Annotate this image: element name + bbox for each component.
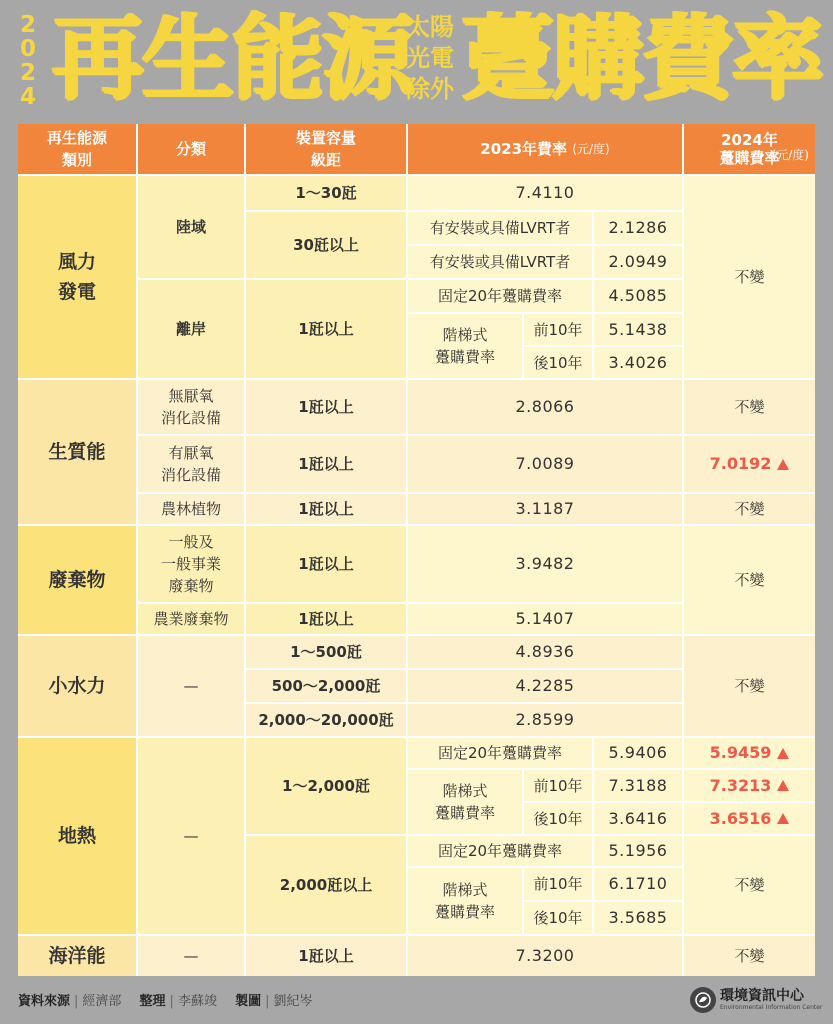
geo-a-fixed20-rate: 5.9406 (594, 738, 682, 768)
biomass-rate-2: 7.0089 (408, 436, 682, 492)
biomass-2024-new-rate: 7.0192 (709, 454, 772, 473)
wind-last10-rate: 3.4026 (594, 347, 682, 378)
hydro-dash: — (138, 636, 244, 736)
wind-rate-1-30: 7.4110 (408, 176, 682, 210)
increase-arrow-icon (777, 748, 789, 759)
waste-2024-rate: 不變 (684, 526, 815, 634)
waste-rate-1: 3.9482 (408, 526, 682, 602)
hydro-rate-3: 2.8599 (408, 704, 682, 736)
wind-cap-30-plus: 30瓩以上 (246, 212, 406, 278)
year-digit: 0 (19, 36, 36, 62)
title-year (14, 14, 42, 109)
edit-label: 整理 (139, 994, 166, 1009)
geo-a-2024-last (684, 803, 815, 834)
geo-a-2024-fixed (684, 738, 815, 768)
biomass-rate-3: 3.1187 (408, 494, 682, 524)
biomass-sub-no-anaerobic: 無厭氧 消化設備 (138, 380, 244, 434)
header-capacity: 裝置容量 級距 (246, 124, 406, 174)
geo-b-fixed20: 固定20年躉購費率 (408, 836, 592, 866)
geo-a-fixed20: 固定20年躉購費率 (408, 738, 592, 768)
org-name-en: Environmental Information Center (720, 1004, 823, 1011)
poster-title (0, 0, 833, 118)
hydro-rate-2: 4.2285 (408, 670, 682, 702)
header-2024-label: 2024年 躉購費率 (719, 131, 780, 167)
wind-fixed20-rate: 4.5085 (594, 280, 682, 312)
wind-2024-rate: 不變 (684, 176, 815, 378)
biomass-category: 生質能 (18, 380, 136, 524)
org-name: 環境資訊中心 (720, 988, 804, 1004)
waste-rate-2: 5.1407 (408, 604, 682, 634)
increase-arrow-icon (777, 813, 789, 824)
designer-name: 劉紀岑 (273, 994, 313, 1009)
rate-table (18, 124, 815, 976)
title-small-note (402, 12, 458, 105)
geo-dash: — (138, 738, 244, 934)
year-digit: 2 (19, 12, 36, 38)
wind-fixed20: 固定20年躉購費率 (408, 280, 592, 312)
wind-lvrt-a-rate: 2.1286 (594, 212, 682, 244)
waste-cap-1: 1瓩以上 (246, 526, 406, 602)
wind-tiered: 階梯式 躉購費率 (408, 314, 522, 378)
geo-a-tiered: 階梯式 躉購費率 (408, 770, 522, 834)
ocean-2024-rate: 不變 (684, 936, 815, 976)
wind-lvrt-b: 有安裝或具備LVRT者 (408, 246, 592, 278)
increase-arrow-icon (777, 780, 789, 791)
wind-last10: 後10年 (524, 347, 592, 378)
waste-sub-general: 一般及 一般事業 廢棄物 (138, 526, 244, 602)
header-category: 再生能源 類別 (18, 124, 136, 174)
biomass-sub-anaerobic: 有厭氧 消化設備 (138, 436, 244, 492)
geo-a-2024-first-rate: 7.3213 (709, 775, 772, 795)
geo-b-tiered: 階梯式 躉購費率 (408, 868, 522, 934)
geo-a-2024-first (684, 770, 815, 801)
title-main-right: 躉購費率 (462, 5, 823, 112)
org-logo (690, 985, 822, 1015)
wind-cap-offshore: 1瓩以上 (246, 280, 406, 378)
title-small-line: 太陽 (406, 13, 454, 41)
header-classification: 分類 (138, 124, 244, 174)
geo-cap-2: 2,000瓩以上 (246, 836, 406, 934)
biomass-cap-1: 1瓩以上 (246, 380, 406, 434)
year-digit: 4 (19, 84, 36, 110)
waste-sub-agri: 農業廢棄物 (138, 604, 244, 634)
biomass-2024-rate-3: 不變 (684, 494, 815, 524)
wind-cap-1-30: 1～30瓩 (246, 176, 406, 210)
geo-a-last10-rate: 3.6416 (594, 803, 682, 834)
waste-cap-2: 1瓩以上 (246, 604, 406, 634)
geo-a-last10: 後10年 (524, 803, 592, 834)
hydro-cap-2: 500～2,000瓩 (246, 670, 406, 702)
biomass-sub-agri-forest: 農林植物 (138, 494, 244, 524)
geo-category: 地熱 (18, 738, 136, 934)
title-main-left: 再生能源 (52, 5, 413, 112)
ocean-rate: 7.3200 (408, 936, 682, 976)
hydro-cap-3: 2,000～20,000瓩 (246, 704, 406, 736)
year-digit: 2 (19, 60, 36, 86)
biomass-2024-rate-2 (684, 436, 815, 492)
wind-onshore: 陸域 (138, 176, 244, 278)
geo-a-2024-fixed-rate: 5.9459 (709, 743, 772, 762)
ocean-category: 海洋能 (18, 936, 136, 976)
header-2023-rate (408, 124, 682, 174)
waste-category: 廢棄物 (18, 526, 136, 634)
leaf-icon (690, 987, 716, 1013)
ocean-cap: 1瓩以上 (246, 936, 406, 976)
geo-b-fixed20-rate: 5.1956 (594, 836, 682, 866)
geo-a-first10-rate: 7.3188 (594, 770, 682, 801)
header-2024-rate (684, 124, 815, 174)
wind-lvrt-b-rate: 2.0949 (594, 246, 682, 278)
geo-b-last10-rate: 3.5685 (594, 902, 682, 934)
hydro-2024-rate: 不變 (684, 636, 815, 736)
wind-first10-rate: 5.1438 (594, 314, 682, 345)
geo-b-2024-rate: 不變 (684, 836, 815, 934)
wind-category: 風力 發電 (18, 176, 136, 378)
source-label: 資料來源 (18, 994, 71, 1009)
biomass-rate-1: 2.8066 (408, 380, 682, 434)
biomass-cap-3: 1瓩以上 (246, 494, 406, 524)
header-2023-label: 2023年費率 (480, 140, 568, 158)
ocean-dash: — (138, 936, 244, 976)
source-value: 經濟部 (82, 994, 122, 1009)
wind-first10: 前10年 (524, 314, 592, 345)
hydro-cap-1: 1～500瓩 (246, 636, 406, 668)
geo-b-last10: 後10年 (524, 902, 592, 934)
biomass-2024-rate-1: 不變 (684, 380, 815, 434)
credits: 資料來源 | 經濟部 整理 | 李蘇竣 製圖 | 劉紀岑 (18, 994, 313, 1009)
geo-cap-1: 1～2,000瓩 (246, 738, 406, 834)
hydro-category: 小水力 (18, 636, 136, 736)
geo-b-first10: 前10年 (524, 868, 592, 900)
title-small-line: 光電 (406, 44, 454, 72)
hydro-rate-1: 4.8936 (408, 636, 682, 668)
design-label: 製圖 (235, 994, 262, 1009)
biomass-cap-2: 1瓩以上 (246, 436, 406, 492)
header-2023-unit: (元/度) (572, 142, 610, 156)
increase-arrow-icon (777, 459, 789, 470)
title-small-line: 除外 (406, 75, 454, 103)
editor-name: 李蘇竣 (177, 994, 217, 1009)
header-2024-unit: (元/度) (771, 148, 809, 162)
wind-offshore: 離岸 (138, 280, 244, 378)
geo-b-first10-rate: 6.1710 (594, 868, 682, 900)
geo-a-2024-last-rate: 3.6516 (709, 808, 772, 828)
wind-lvrt-a: 有安裝或具備LVRT者 (408, 212, 592, 244)
geo-a-first10: 前10年 (524, 770, 592, 801)
